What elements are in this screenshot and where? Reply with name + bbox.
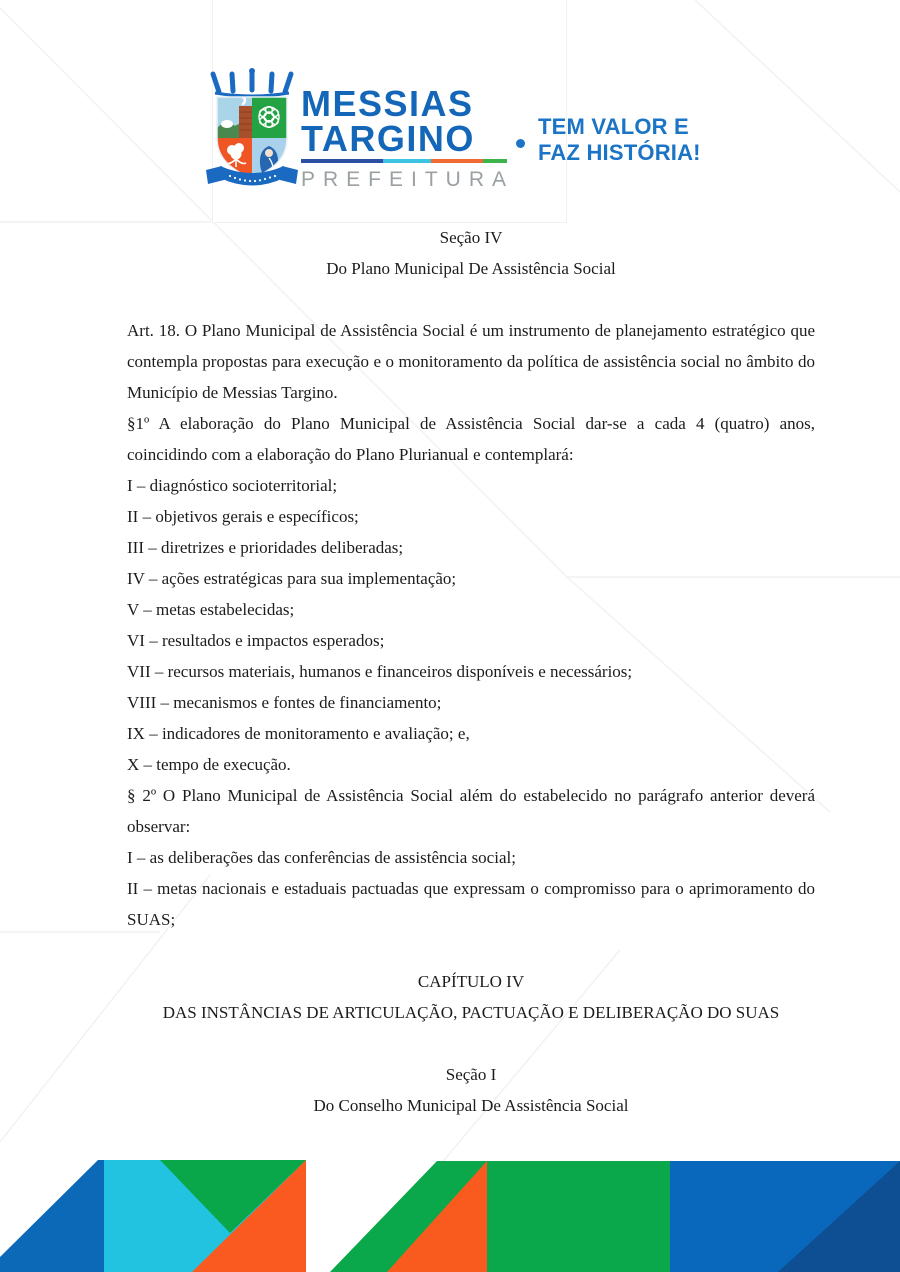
- par1-item: IV – ações estratégicas para sua implementação;: [127, 569, 457, 588]
- crown-icon: [213, 72, 291, 92]
- par1-item: III – diretrizes e prioridades deliberadas;: [127, 538, 404, 557]
- tagline-t2b: HISTÓRIA!: [586, 140, 701, 165]
- coat-of-arms-icon: [202, 66, 302, 200]
- footer-right-group: [330, 1161, 900, 1272]
- spacer: [127, 284, 815, 315]
- tagline-t2a: FAZ: [538, 140, 587, 165]
- bar-cyan: [383, 159, 431, 163]
- section4-subheading: Do Plano Municipal De Assistência Social: [326, 259, 616, 278]
- chapter-subheading: DAS INSTÂNCIAS DE ARTICULAÇÃO, PACTUAÇÃO E DELIBERAÇÃO DO SUAS: [162, 1003, 780, 1022]
- section4-heading: Seção IV: [439, 228, 503, 247]
- bar-orange: [431, 159, 483, 163]
- logo-tagline: [538, 114, 701, 166]
- tagline-line2: [538, 140, 701, 166]
- logo-separator-dot: [516, 139, 525, 148]
- par1-item: X – tempo de execução.: [127, 755, 291, 774]
- section1-heading: Seção I: [445, 1065, 497, 1084]
- par1-item: VIII – mecanismos e fontes de financiamento;: [127, 693, 442, 712]
- goat-figure: [221, 120, 233, 128]
- paragraph-2: § 2º O Plano Municipal de Assistência Social além do estabelecido no parágrafo anterior deverá observar:: [127, 786, 815, 836]
- section1-subheading: Do Conselho Municipal De Assistência Social: [313, 1096, 629, 1115]
- spacer: [127, 1028, 815, 1059]
- tagline-t1c: E: [667, 114, 689, 139]
- brick-tower: [239, 106, 252, 138]
- spacer: [127, 935, 815, 966]
- logo-wordmark: [301, 83, 531, 192]
- art18-paragraph: Art. 18. O Plano Municipal de Assistência Social é um instrumento de planejamento estratégico que contempla propostas para execução e o monitoramento da política de assistência social no âmbito do Município de Messias Targino.: [127, 321, 815, 402]
- par1-item: VI – resultados e impactos esperados;: [127, 631, 385, 650]
- tagline-t1b: VALOR: [591, 114, 668, 139]
- footer-green-band: [330, 1161, 670, 1272]
- quadrant-green: [252, 97, 287, 138]
- footer-left-group: [0, 1160, 306, 1272]
- footer-geometric-art: [0, 1150, 900, 1272]
- par1-item: I – diagnóstico socioterritorial;: [127, 476, 338, 495]
- par1-item: IX – indicadores de monitoramento e avaliação; e,: [127, 724, 470, 743]
- par2-item: II – metas nacionais e estaduais pactuadas que expressam o compromisso para o aprimoramento do SUAS;: [127, 879, 815, 929]
- document-body: [127, 222, 815, 1121]
- tagline-line1: [538, 114, 701, 140]
- brand-color-bar: [301, 159, 507, 163]
- logo-title-line1: MESSIAS: [301, 83, 474, 124]
- par1-item: VII – recursos materiais, humanos e financeiros disponíveis e necessários;: [127, 662, 633, 681]
- bar-green: [483, 159, 507, 163]
- tagline-t1a: TEM: [538, 114, 592, 139]
- footer-blue-shape: [0, 1160, 104, 1272]
- chapter-heading: CAPÍTULO IV: [417, 972, 525, 991]
- logo-subtitle: PREFEITURA: [301, 168, 515, 191]
- par1-item: II – objetivos gerais e específicos;: [127, 507, 359, 526]
- par1-item: V – metas estabelecidas;: [127, 600, 295, 619]
- logo-title-line2: TARGINO: [301, 118, 475, 159]
- paragraph-1: §1º A elaboração do Plano Municipal de Assistência Social dar-se a cada 4 (quatro) anos, coincidindo com a elaboração do Plano Plurianual e contemplará:: [127, 414, 815, 464]
- bar-navy: [301, 159, 383, 163]
- par2-item: I – as deliberações das conferências de assistência social;: [127, 848, 516, 867]
